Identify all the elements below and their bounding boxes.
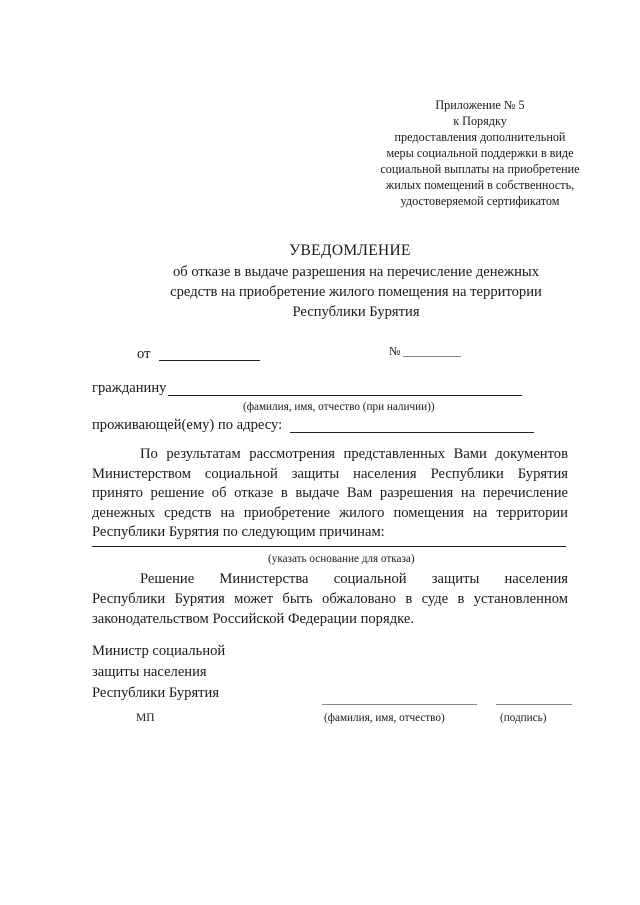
subtitle-line: об отказе в выдаче разрешения на перечисление денежных [172, 264, 540, 280]
paragraph-line: Республики Бурятия по следующим причинам: [92, 524, 385, 541]
sign-hint: (подпись) [500, 712, 547, 724]
annex-line: жилых помещений в собственность, [385, 178, 575, 192]
subtitle-line: Республики Бурятия [292, 304, 420, 320]
document-subtitle [92, 262, 620, 322]
address-label: проживающей(ему) по адресу: [92, 417, 283, 433]
position-line: защиты населения [92, 664, 207, 680]
annex-line: к Порядку [453, 114, 507, 128]
paragraph-line: принято решение об отказе в выдаче Вам разрешения на перечисление [92, 485, 568, 502]
address-field-line [290, 432, 534, 433]
reason-hint: (указать основание для отказа) [268, 553, 415, 565]
position-line: Министр социальной [92, 643, 226, 659]
paragraph-line: денежных средств на приобретение жилого помещения на территории [92, 504, 568, 521]
position-line: Республики Бурятия [92, 685, 220, 701]
appeal-line: законодательством Российской Федерации порядке. [92, 611, 414, 627]
annex-line: предоставления дополнительной [394, 130, 566, 144]
annex-line: меры социальной поддержки в виде [386, 146, 574, 160]
annex-line: удостоверяемой сертификатом [400, 194, 560, 208]
paragraph-line: Министерством социальной защиты населения Республики Бурятия [92, 465, 568, 482]
number-label: № [389, 344, 401, 358]
sign-field-line [496, 704, 572, 705]
citizen-hint: (фамилия, имя, отчество (при наличии)) [243, 401, 435, 413]
name-hint: (фамилия, имя, отчество) [324, 712, 445, 724]
number-field-line [403, 356, 461, 357]
date-field-line [159, 360, 260, 361]
appeal-line: Решение Министерства социальной защиты населения [140, 571, 568, 587]
appeal-paragraph [92, 569, 568, 629]
subtitle-line: средств на приобретение жилого помещения на территории [170, 284, 542, 300]
signatory-position [92, 641, 225, 704]
annex-block [340, 97, 620, 209]
annex-line: социальной выплаты на приобретение [380, 162, 580, 176]
reason-field-line [92, 546, 566, 547]
appeal-line: Республики Бурятия может быть обжаловано в суде в установленном [92, 591, 568, 607]
from-label: от [137, 346, 151, 362]
citizen-label: гражданину [92, 380, 167, 396]
name-field-line [322, 704, 477, 705]
paragraph-line: По результатам рассмотрения представленных Вами документов [140, 446, 568, 462]
annex-line: Приложение № 5 [435, 98, 525, 112]
document-title: УВЕДОМЛЕНИЕ [289, 242, 411, 259]
citizen-field-line [168, 395, 522, 396]
decision-paragraph [92, 445, 568, 543]
stamp-label: МП [136, 712, 155, 724]
